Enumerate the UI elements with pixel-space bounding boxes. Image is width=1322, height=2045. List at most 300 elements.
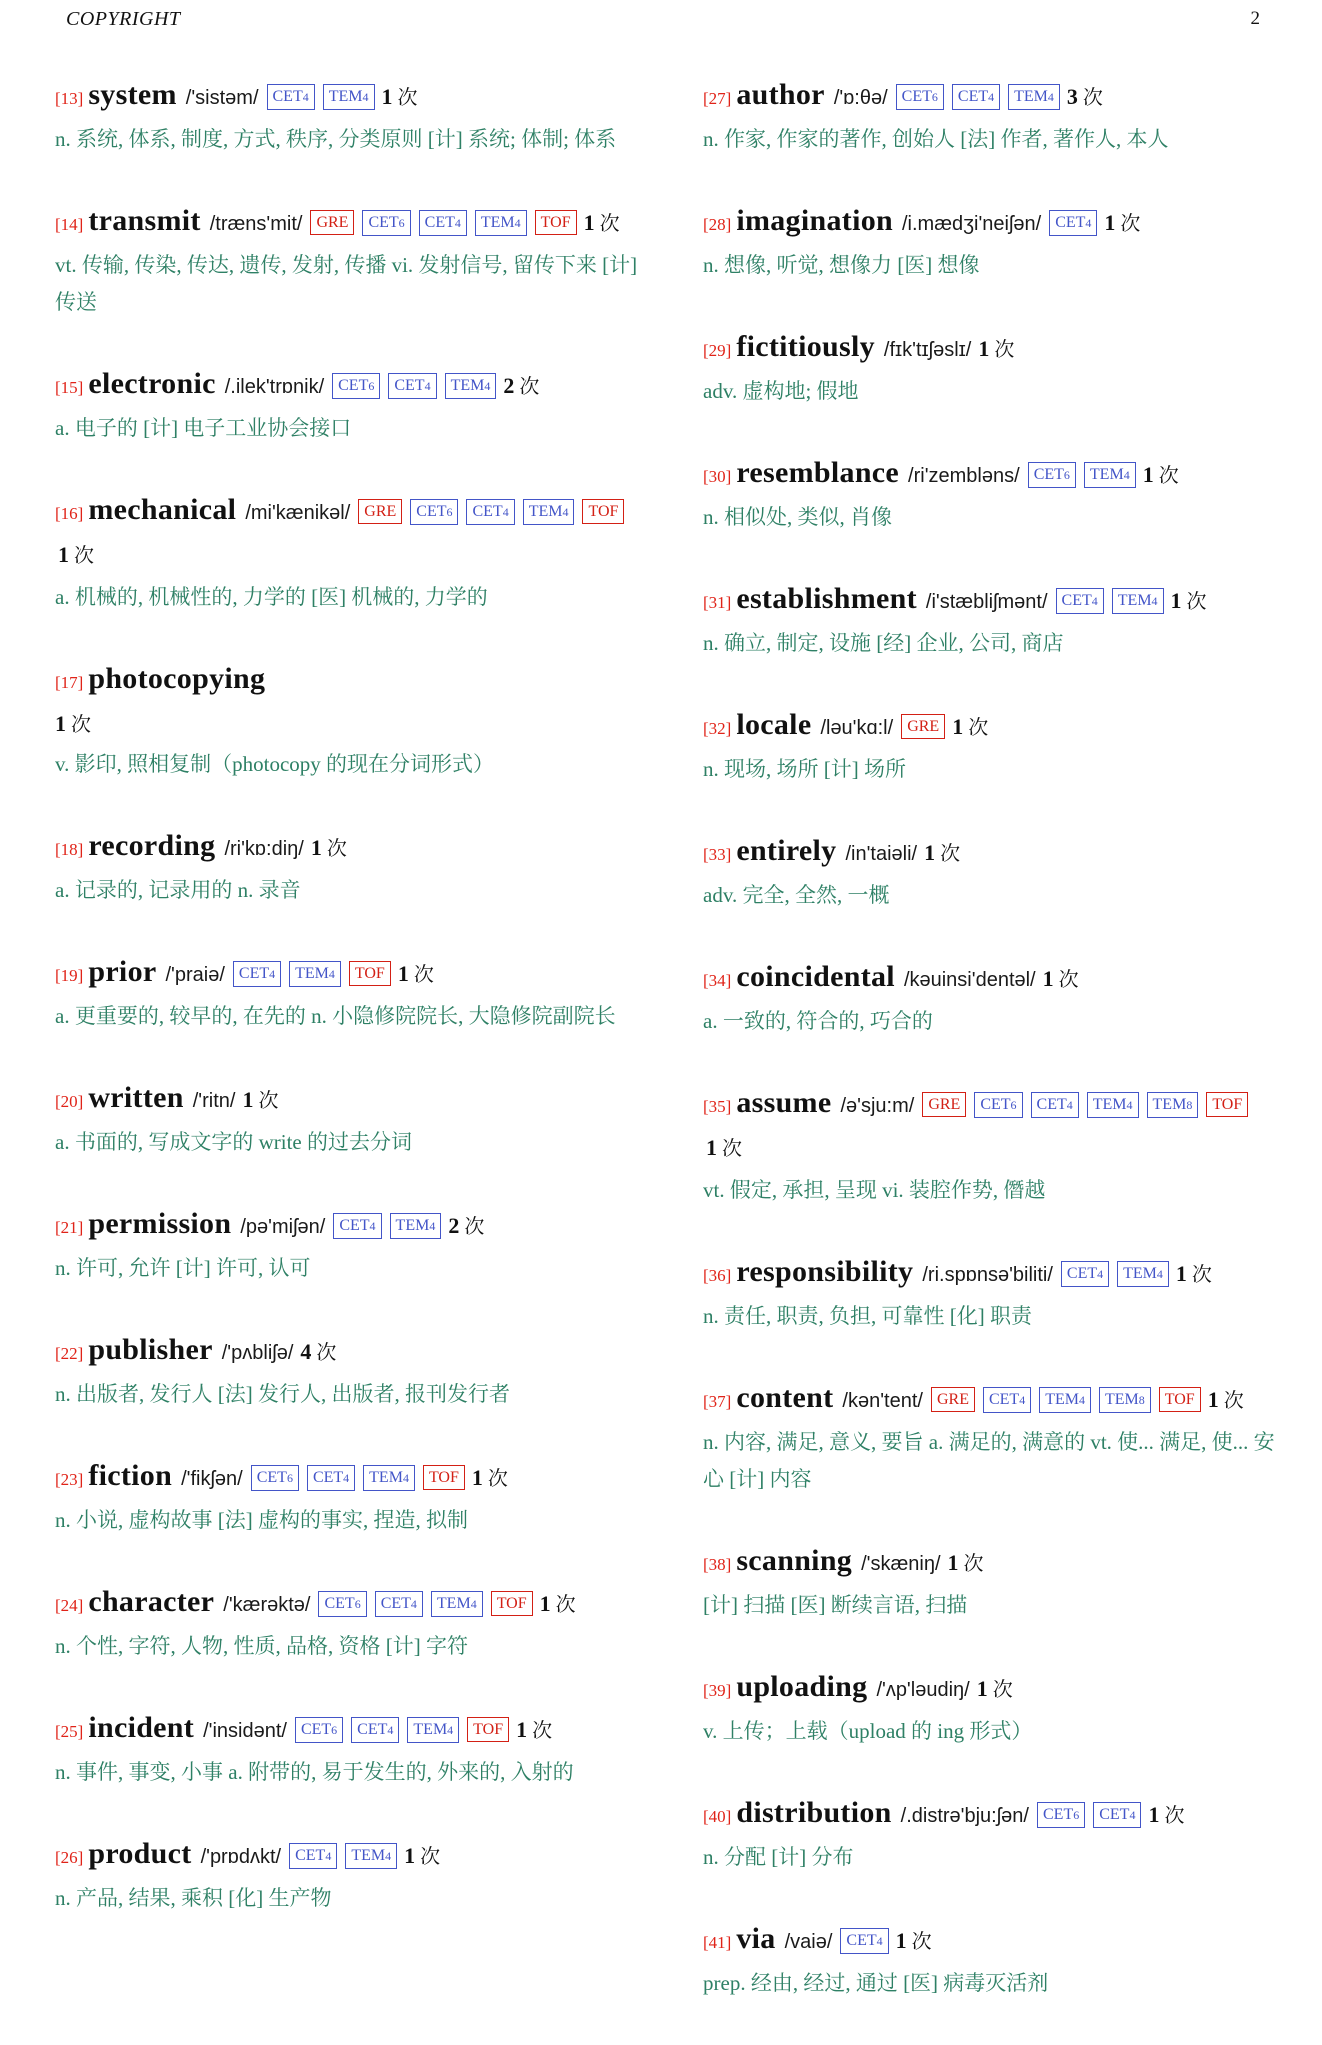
entry-headline (55, 364, 643, 409)
entry-definition: n. 确立, 制定, 设施 [经] 企业, 公司, 商店 (703, 631, 1064, 655)
word-entry (55, 1456, 643, 1539)
entry-word: establishment (736, 582, 917, 615)
entry-count-number: 1 (978, 336, 990, 361)
exam-tag-cet4: CET4 (419, 210, 467, 236)
exam-tag-cet4: CET4 (375, 1591, 423, 1617)
entry-headline (703, 579, 1291, 624)
entry-headline (55, 659, 643, 745)
entry-definition: adv. 完全, 全然, 一概 (703, 883, 890, 907)
entry-count (58, 542, 94, 567)
entry-count-number: 1 (895, 1928, 907, 1953)
word-entry (55, 201, 643, 321)
entry-count-number: 1 (381, 84, 393, 109)
exam-tag-cet6: CET6 (974, 1092, 1022, 1118)
entry-word: mechanical (88, 493, 237, 526)
entry-word: imagination (736, 204, 893, 237)
exam-tag-gre: GRE (931, 1387, 975, 1412)
entry-headline (55, 952, 643, 997)
entry-word: publisher (88, 1333, 213, 1366)
entry-count (947, 1550, 984, 1575)
entry-count-number: 1 (310, 835, 322, 860)
entry-index: [30] (703, 467, 732, 486)
entry-index: [15] (55, 378, 84, 397)
entry-count (448, 1213, 485, 1238)
entry-tags (892, 88, 1064, 108)
entry-tags (291, 1721, 513, 1741)
entry-index: [38] (703, 1555, 732, 1574)
entry-count-suffix: 次 (459, 1216, 485, 1238)
entry-count-suffix: 次 (906, 1931, 932, 1953)
entry-count-number: 1 (539, 1591, 551, 1616)
entry-count-suffix: 次 (963, 717, 989, 739)
entry-count (1042, 966, 1079, 991)
entry-count-number: 1 (1042, 966, 1054, 991)
exam-tag-tof: TOF (467, 1717, 509, 1742)
word-entry (55, 1582, 643, 1665)
entry-phonetic: /'ʌp'ləudiŋ/ (876, 1679, 970, 1701)
exam-tag-tem4: TEM4 (345, 1843, 397, 1869)
exam-tag-cet6: CET6 (896, 84, 944, 110)
entry-count-suffix: 次 (408, 964, 434, 986)
word-entry (55, 826, 643, 909)
entry-phonetic: /pə'miʃən/ (240, 1216, 326, 1238)
word-entry (55, 1078, 643, 1161)
entry-count-number: 1 (947, 1550, 959, 1575)
word-entry (703, 1252, 1291, 1335)
entry-headline (55, 75, 643, 120)
exam-tag-cet4: CET4 (983, 1387, 1031, 1413)
copyright-header: COPYRIGHT (66, 8, 181, 30)
entry-headline (703, 831, 1291, 876)
entry-word: product (88, 1837, 192, 1870)
word-entry (703, 453, 1291, 536)
exam-tag-tem4: TEM4 (289, 961, 341, 987)
entry-tags (306, 214, 580, 234)
entry-count-suffix: 次 (935, 843, 961, 865)
entry-word: locale (736, 708, 812, 741)
exam-tag-gre: GRE (922, 1092, 966, 1117)
entry-count-suffix: 次 (1159, 1805, 1185, 1827)
exam-tag-gre: GRE (901, 714, 945, 739)
exam-tag-cet6: CET6 (295, 1717, 343, 1743)
entry-headline (703, 705, 1291, 750)
entry-count-suffix: 次 (311, 1342, 337, 1364)
entry-count-number: 4 (300, 1339, 312, 1364)
entry-count (471, 1465, 508, 1490)
exam-tag-cet6: CET6 (410, 499, 458, 525)
entry-headline (55, 1582, 643, 1627)
entry-index: [26] (55, 1848, 84, 1867)
entry-count-suffix: 次 (550, 1594, 576, 1616)
exam-tag-tem4: TEM4 (1008, 84, 1060, 110)
entry-definition: n. 系统, 体系, 制度, 方式, 秩序, 分类原则 [计] 系统; 体制; 体系 (55, 127, 617, 151)
entry-tags (314, 1595, 536, 1615)
exam-tag-tem4: TEM4 (390, 1213, 442, 1239)
entry-count-number: 1 (516, 1717, 528, 1742)
entry-definition: n. 事件, 事变, 小事 a. 附带的, 易于发生的, 外来的, 入射的 (55, 1760, 574, 1784)
entry-definition: a. 书面的, 写成文字的 write 的过去分词 (55, 1130, 412, 1154)
entry-definition: a. 记录的, 记录用的 n. 录音 (55, 878, 301, 902)
entry-count-number: 1 (924, 840, 936, 865)
entry-definition: v. 影印, 照相复制（photocopy 的现在分词形式） (55, 752, 495, 776)
entry-definition: n. 作家, 作家的著作, 创始人 [法] 作者, 著作人, 本人 (703, 127, 1169, 151)
entry-phonetic: /'pʌbliʃə/ (221, 1342, 294, 1364)
exam-tag-cet4: CET4 (351, 1717, 399, 1743)
entry-count (381, 84, 418, 109)
entry-index: [37] (703, 1392, 732, 1411)
word-entry (703, 1541, 1291, 1624)
entry-headline (703, 957, 1291, 1002)
entry-headline (703, 1252, 1291, 1297)
entry-phonetic: /.ilek'trɒnik/ (224, 376, 325, 398)
entry-phonetic: /in'taiəli/ (845, 843, 918, 865)
entry-word: system (88, 78, 177, 111)
exam-tag-cet6: CET6 (251, 1465, 299, 1491)
entry-phonetic: /mi'kænikəl/ (245, 502, 351, 524)
entry-index: [21] (55, 1218, 84, 1237)
entry-index: [19] (55, 966, 84, 985)
entry-count-suffix: 次 (1077, 87, 1103, 109)
exam-tag-cet4: CET4 (1056, 588, 1104, 614)
word-entry (703, 1919, 1291, 2002)
entry-index: [41] (703, 1933, 732, 1952)
entry-index: [17] (55, 673, 84, 692)
exam-tag-tof: TOF (491, 1591, 533, 1616)
exam-tag-cet4: CET4 (1031, 1092, 1079, 1118)
entry-index: [20] (55, 1092, 84, 1111)
entry-index: [32] (703, 719, 732, 738)
entry-word: assume (736, 1086, 832, 1119)
entry-word: author (736, 78, 825, 111)
entry-headline (703, 1541, 1291, 1586)
exam-tag-tem4: TEM4 (523, 499, 575, 525)
entry-tags (1033, 1806, 1145, 1826)
entry-count (1170, 588, 1207, 613)
entry-count (300, 1339, 337, 1364)
entry-headline (55, 1456, 643, 1501)
entry-phonetic: /træns'mit/ (209, 213, 303, 235)
exam-tag-gre: GRE (358, 499, 402, 524)
entry-tags (836, 1932, 892, 1952)
entry-count-suffix: 次 (958, 1553, 984, 1575)
word-entry (55, 364, 643, 447)
entry-definition: n. 相似处, 类似, 肖像 (703, 505, 892, 529)
exam-tag-tem4: TEM4 (445, 373, 497, 399)
exam-tag-cet6: CET6 (362, 210, 410, 236)
entry-tags (229, 965, 395, 985)
entry-headline (55, 1708, 643, 1753)
entry-count-suffix: 次 (253, 1090, 279, 1112)
entry-count-number: 1 (404, 1843, 416, 1868)
word-entry (703, 75, 1291, 158)
entry-count (242, 1087, 279, 1112)
entry-count-suffix: 次 (482, 1468, 508, 1490)
entry-phonetic: /'sistəm/ (185, 87, 259, 109)
entry-count-number: 3 (1066, 84, 1078, 109)
entry-word: entirely (736, 834, 837, 867)
exam-tag-cet4: CET4 (267, 84, 315, 110)
entry-word: recording (88, 829, 216, 862)
entry-word: character (88, 1585, 215, 1618)
entry-count (924, 840, 961, 865)
entry-headline (55, 201, 643, 246)
exam-tag-cet6: CET6 (318, 1591, 366, 1617)
entry-headline (703, 1919, 1291, 1964)
entry-count (1104, 210, 1141, 235)
entry-tags (263, 88, 379, 108)
entry-count-number: 1 (1104, 210, 1116, 235)
entry-phonetic: /ə'sju:m/ (840, 1095, 915, 1117)
entry-definition: vt. 假定, 承担, 呈现 vi. 装腔作势, 僭越 (703, 1178, 1046, 1202)
entry-count-suffix: 次 (1218, 1390, 1244, 1412)
entry-index: [18] (55, 840, 84, 859)
word-entry (703, 327, 1291, 410)
entry-count-suffix: 次 (1115, 213, 1141, 235)
entry-word: fictitiously (736, 330, 875, 363)
exam-tag-tem8: TEM8 (1147, 1092, 1199, 1118)
entry-headline (703, 1667, 1291, 1712)
entry-count-suffix: 次 (321, 838, 347, 860)
entry-word: electronic (88, 367, 216, 400)
exam-tag-tof: TOF (535, 210, 577, 235)
entry-index: [24] (55, 1596, 84, 1615)
entry-phonetic: /'ritn/ (192, 1090, 236, 1112)
word-entry (703, 201, 1291, 284)
entry-count-suffix: 次 (66, 714, 91, 736)
entry-count-suffix: 次 (717, 1138, 742, 1160)
entry-phonetic: /'ɒ:θə/ (833, 87, 888, 109)
exam-tag-cet4: CET4 (333, 1213, 381, 1239)
entry-count-number: 1 (1148, 1802, 1160, 1827)
entry-tags (1024, 466, 1140, 486)
word-entry (703, 957, 1291, 1040)
entry-count-number: 1 (952, 714, 964, 739)
entry-count (978, 336, 1015, 361)
entry-headline (55, 826, 643, 871)
exam-tag-tem4: TEM4 (431, 1591, 483, 1617)
exam-tag-tem4: TEM4 (1084, 462, 1136, 488)
entry-phonetic: /'skæniŋ/ (861, 1553, 941, 1575)
exam-tag-cet4: CET4 (307, 1465, 355, 1491)
entry-tags (328, 377, 500, 397)
entry-index: [27] (703, 89, 732, 108)
entry-index: [13] (55, 89, 84, 108)
entry-count-number: 1 (976, 1676, 988, 1701)
entry-count-suffix: 次 (69, 545, 94, 567)
exam-tag-cet4: CET4 (1093, 1802, 1141, 1828)
right-column (703, 75, 1291, 2045)
entry-definition: n. 许可, 允许 [计] 许可, 认可 (55, 1256, 311, 1280)
entry-word: incident (88, 1711, 195, 1744)
entry-word: uploading (736, 1670, 868, 1703)
entry-tags (897, 718, 949, 738)
entry-phonetic: /kən'tent/ (842, 1390, 923, 1412)
entry-phonetic: /i'stæbliʃmənt/ (925, 591, 1048, 613)
entry-count-number: 2 (503, 373, 515, 398)
page-header (0, 0, 1322, 31)
page-number: 2 (1250, 8, 1260, 29)
entry-definition: vt. 传输, 传染, 传达, 遗传, 发射, 传播 vi. 发射信号, 留传下来 [计] 传送 (55, 253, 638, 314)
word-entry (55, 952, 643, 1035)
entry-phonetic: /ri'zembləns/ (908, 465, 1020, 487)
entry-tags (285, 1847, 401, 1867)
entry-headline (703, 75, 1291, 120)
entry-definition: n. 内容, 满足, 意义, 要旨 a. 满足的, 满意的 vt. 使... 满足, 使... 安心 [计] 内容 (703, 1430, 1275, 1491)
entry-count-suffix: 次 (1186, 1264, 1212, 1286)
exam-tag-tem4: TEM4 (1039, 1387, 1091, 1413)
entry-count-number: 1 (471, 1465, 483, 1490)
entry-tags (918, 1096, 1252, 1116)
entry-count (1148, 1802, 1185, 1827)
exam-tag-tem4: TEM4 (363, 1465, 415, 1491)
exam-tag-tem4: TEM4 (475, 210, 527, 236)
exam-tag-cet4: CET4 (1061, 1261, 1109, 1287)
exam-tag-cet4: CET4 (466, 499, 514, 525)
entry-definition: a. 机械的, 机械性的, 力学的 [医] 机械的, 力学的 (55, 585, 488, 609)
entry-word: prior (88, 955, 157, 988)
entry-index: [33] (703, 845, 732, 864)
word-entry (55, 1204, 643, 1287)
entry-word: scanning (736, 1544, 853, 1577)
exam-tag-cet4: CET4 (388, 373, 436, 399)
word-list (0, 31, 1322, 2045)
entry-word: written (88, 1081, 184, 1114)
entry-definition: n. 小说, 虚构故事 [法] 虚构的事实, 捏造, 拟制 (55, 1508, 468, 1532)
entry-count-suffix: 次 (1181, 591, 1207, 613)
exam-tag-tem4: TEM4 (407, 1717, 459, 1743)
entry-word: responsibility (736, 1255, 914, 1288)
entry-word: resemblance (736, 456, 900, 489)
word-entry (55, 1834, 643, 1917)
entry-definition: v. 上传；上载（upload 的 ing 形式） (703, 1719, 1033, 1743)
entry-definition: a. 更重要的, 较早的, 在先的 n. 小隐修院院长, 大隐修院副院长 (55, 1004, 616, 1028)
entry-definition: n. 产品, 结果, 乘积 [化] 生产物 (55, 1886, 332, 1910)
entry-definition: adv. 虚构地; 假地 (703, 379, 859, 403)
entry-word: photocopying (88, 662, 266, 695)
entry-phonetic: /'fikʃən/ (181, 1468, 243, 1490)
entry-index: [14] (55, 215, 84, 234)
entry-phonetic: /'insidənt/ (203, 1720, 287, 1742)
entry-count (583, 210, 620, 235)
left-column (55, 75, 643, 2045)
entry-index: [25] (55, 1722, 84, 1741)
exam-tag-tof: TOF (1206, 1092, 1248, 1117)
entry-headline (55, 1204, 643, 1249)
entry-count (1066, 84, 1103, 109)
entry-word: distribution (736, 1796, 892, 1829)
entry-word: fiction (88, 1459, 173, 1492)
entry-index: [16] (55, 504, 84, 523)
entry-count (404, 1843, 441, 1868)
entry-definition: n. 现场, 场所 [计] 场所 (703, 757, 906, 781)
entry-count-suffix: 次 (987, 1679, 1013, 1701)
word-entry (55, 490, 643, 616)
exam-tag-tof: TOF (582, 499, 624, 524)
entry-index: [34] (703, 971, 732, 990)
entry-definition: n. 出版者, 发行人 [法] 发行人, 出版者, 报刊发行者 (55, 1382, 510, 1406)
entry-headline (55, 1834, 643, 1879)
entry-definition: n. 分配 [计] 分布 (703, 1845, 854, 1869)
entry-headline (55, 1330, 643, 1375)
exam-tag-tof: TOF (423, 1465, 465, 1490)
entry-index: [35] (703, 1097, 732, 1116)
entry-index: [31] (703, 593, 732, 612)
entry-count (706, 1135, 742, 1160)
entry-count (503, 373, 540, 398)
entry-count-number: 1 (55, 711, 66, 736)
entry-count (952, 714, 989, 739)
word-entry (703, 579, 1291, 662)
entry-tags (1057, 1265, 1173, 1285)
word-entry (703, 1793, 1291, 1876)
entry-count-number: 1 (1175, 1261, 1187, 1286)
exam-tag-gre: GRE (310, 210, 354, 235)
entry-headline (703, 201, 1291, 246)
entry-tags (329, 1217, 445, 1237)
entry-count-suffix: 次 (989, 339, 1015, 361)
entry-headline (703, 1083, 1291, 1171)
entry-count-number: 2 (448, 1213, 460, 1238)
entry-count-number: 1 (242, 1087, 254, 1112)
entry-tags (1045, 214, 1101, 234)
exam-tag-cet4: CET4 (952, 84, 1000, 110)
word-entry (55, 1708, 643, 1791)
entry-definition: n. 个性, 字符, 人物, 性质, 品格, 资格 [计] 字符 (55, 1634, 468, 1658)
entry-count (1207, 1387, 1244, 1412)
entry-headline (55, 1078, 643, 1123)
entry-count-number: 1 (1170, 588, 1182, 613)
exam-tag-cet4: CET4 (289, 1843, 337, 1869)
entry-count-suffix: 次 (594, 213, 620, 235)
entry-definition: n. 想像, 听觉, 想像力 [医] 想像 (703, 253, 980, 277)
entry-phonetic: /'kærəktə/ (223, 1594, 311, 1616)
entry-count-suffix: 次 (527, 1720, 553, 1742)
entry-count-number: 1 (583, 210, 595, 235)
entry-count-suffix: 次 (1153, 465, 1179, 487)
exam-tag-tem4: TEM4 (323, 84, 375, 110)
word-entry (55, 1330, 643, 1413)
word-entry (55, 659, 643, 783)
entry-index: [39] (703, 1681, 732, 1700)
word-entry (703, 1378, 1291, 1498)
exam-tag-cet6: CET6 (1037, 1802, 1085, 1828)
entry-count-number: 1 (397, 961, 409, 986)
entry-word: content (736, 1381, 834, 1414)
word-entry (703, 705, 1291, 788)
exam-tag-cet4: CET4 (233, 961, 281, 987)
entry-count-number: 1 (1207, 1387, 1219, 1412)
entry-count-suffix: 次 (415, 1846, 441, 1868)
exam-tag-tem8: TEM8 (1099, 1387, 1151, 1413)
exam-tag-tof: TOF (349, 961, 391, 986)
entry-count-number: 1 (706, 1135, 717, 1160)
entry-count-number: 1 (1142, 462, 1154, 487)
entry-count (516, 1717, 553, 1742)
exam-tag-tem4: TEM4 (1087, 1092, 1139, 1118)
entry-tags (247, 1469, 469, 1489)
exam-tag-cet4: CET4 (1049, 210, 1097, 236)
exam-tag-cet6: CET6 (332, 373, 380, 399)
entry-phonetic: /ləu'kɑ:l/ (820, 717, 894, 739)
entry-phonetic: /i.mædʒi'neiʃən/ (901, 213, 1042, 235)
entry-phonetic: /kəuinsi'dentəl/ (903, 969, 1036, 991)
entry-word: permission (88, 1207, 232, 1240)
exam-tag-cet4: CET4 (840, 1928, 888, 1954)
entry-count (1142, 462, 1179, 487)
entry-definition: prep. 经由, 经过, 通过 [医] 病毒灭活剂 (703, 1971, 1049, 1995)
entry-headline (703, 1378, 1291, 1423)
word-entry (703, 831, 1291, 914)
